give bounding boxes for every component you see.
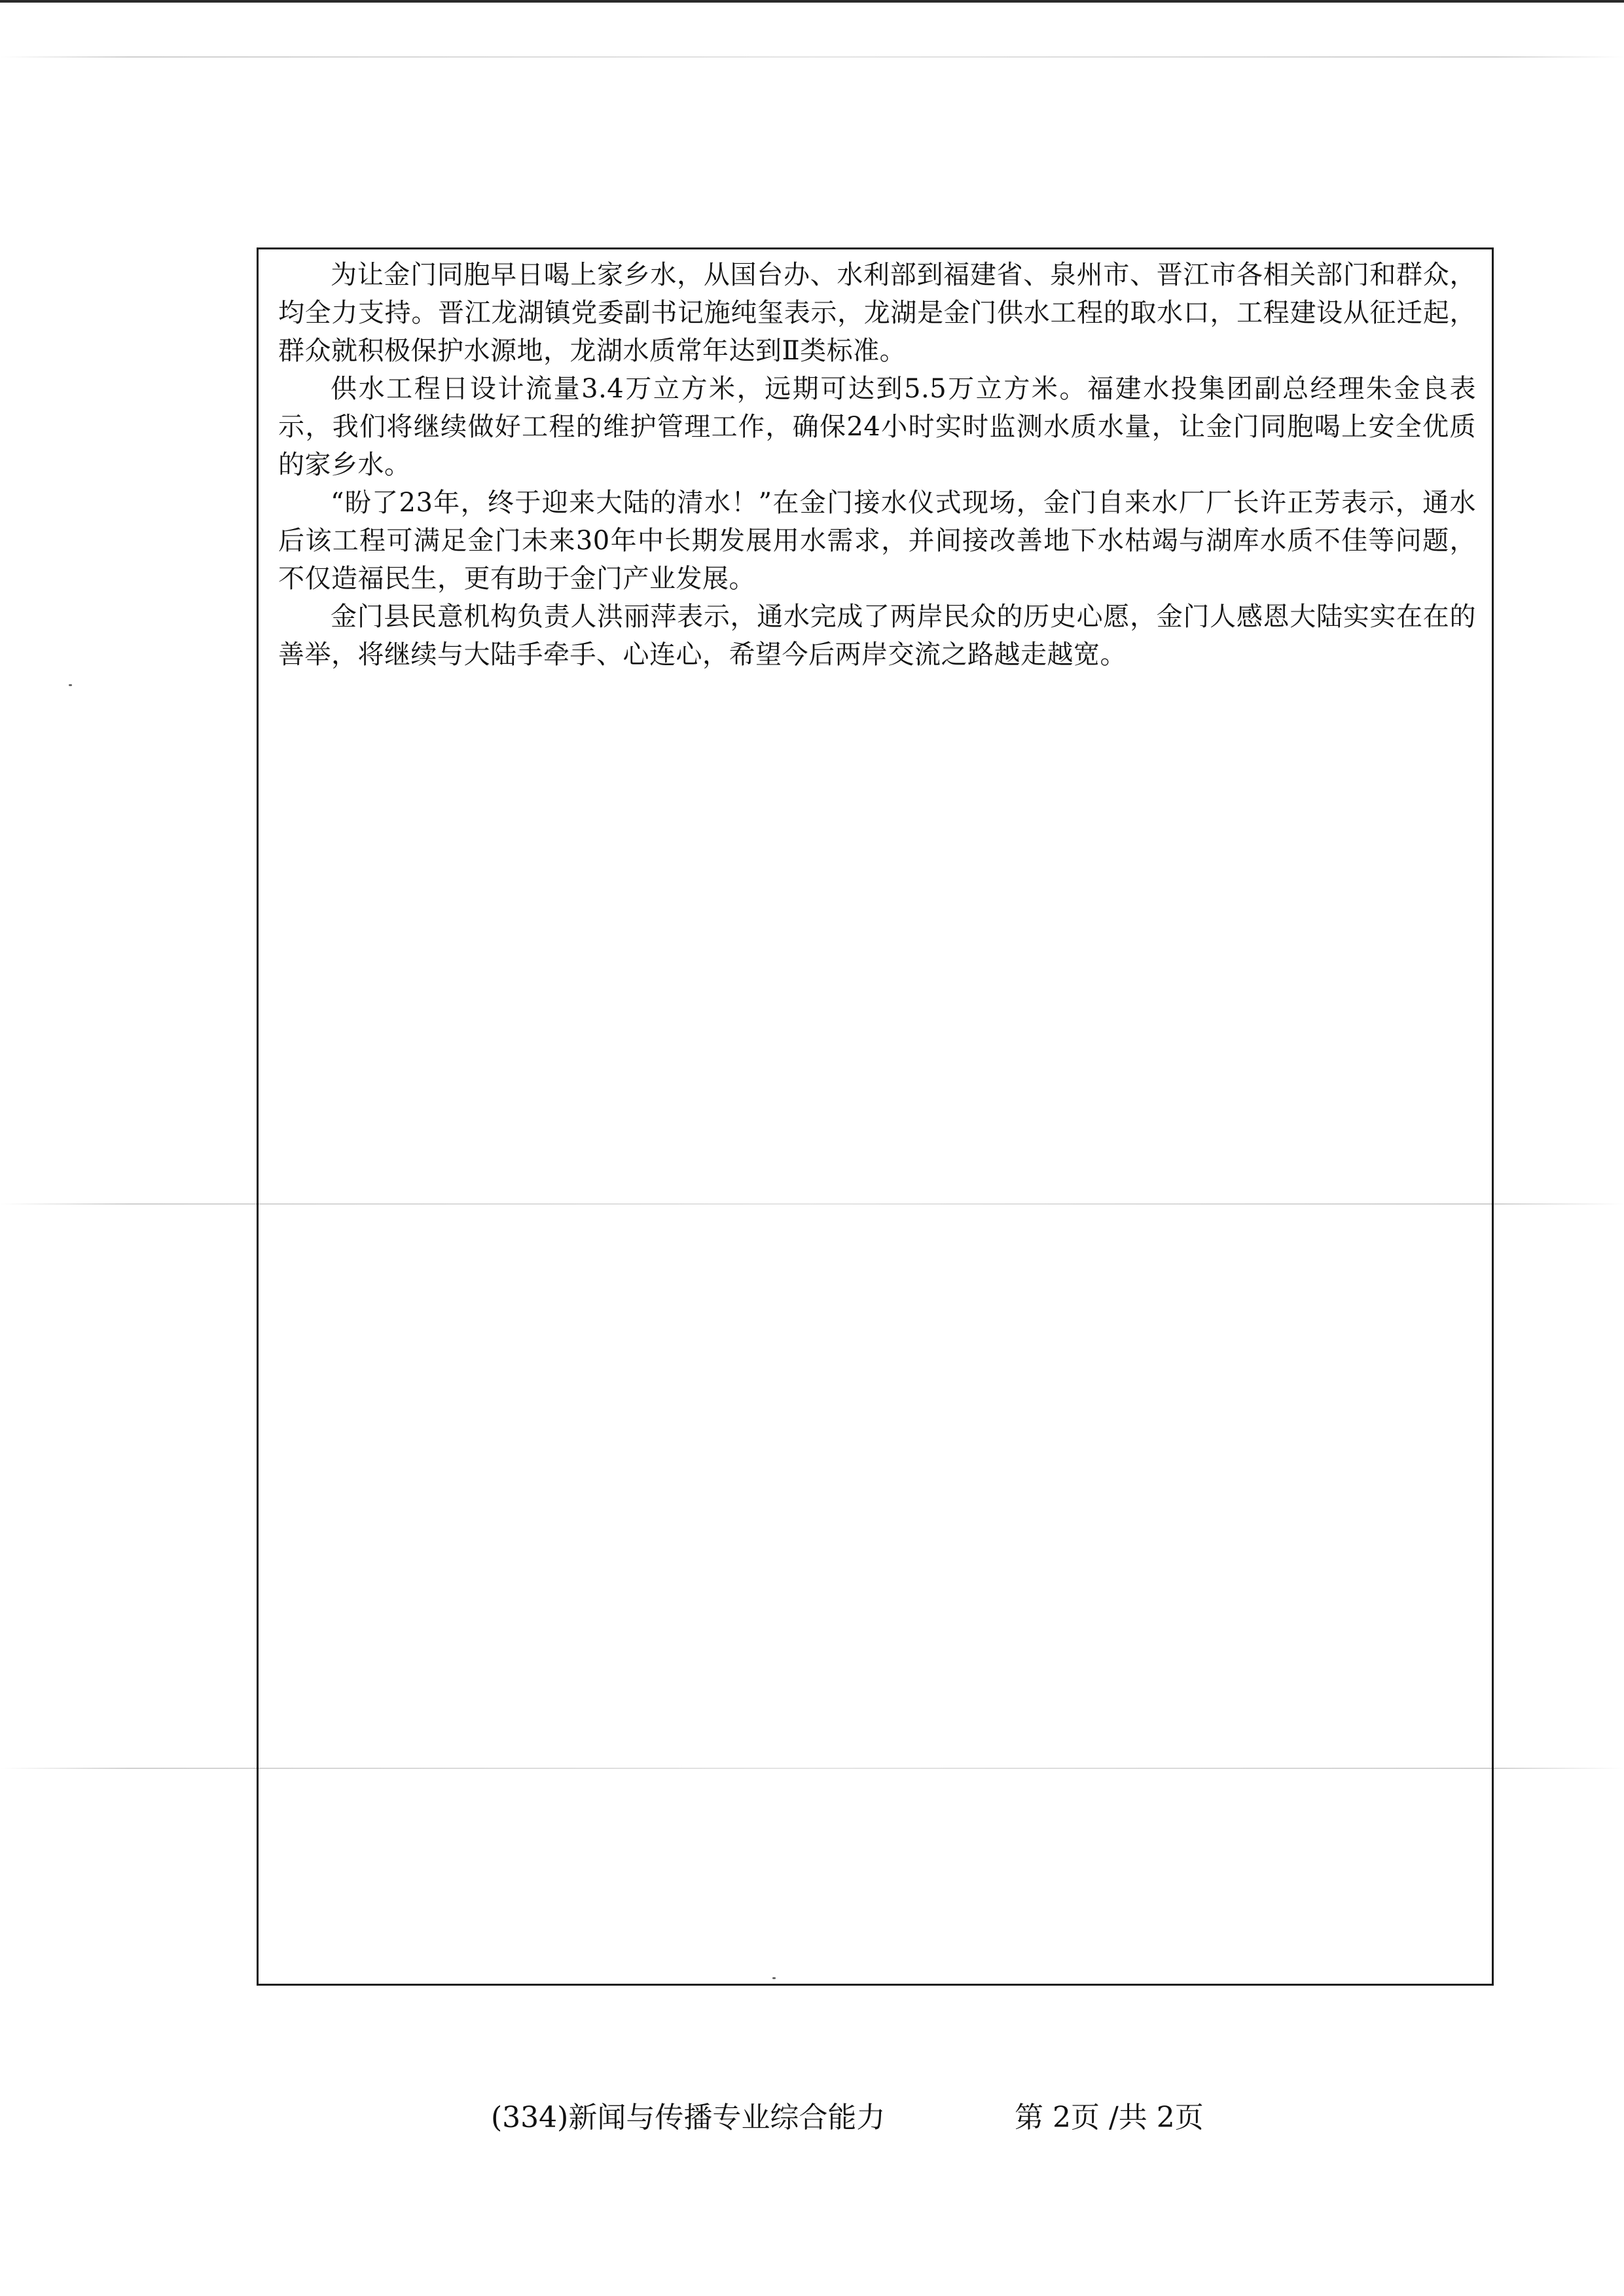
article-paragraph-2: 供水工程日设计流量3.4万立方米，远期可达到5.5万立方米。福建水投集团副总经理朱金良表示，我们将继续做好工程的维护管理工作，确保24小时实时监测水质水量，让金门同胞喝上安全优质的家乡水。 <box>278 374 1476 480</box>
page-number: 第 2页 /共 2页 <box>1015 2101 1204 2134</box>
exam-course-title: (334)新闻与传播专业综合能力 <box>491 2101 886 2134</box>
answer-box <box>257 247 1494 1986</box>
scan-top-edge <box>0 0 1624 3</box>
article-body <box>278 256 1476 674</box>
article-paragraph-1: 为让金门同胞早日喝上家乡水，从国台办、水利部到福建省、泉州市、晋江市各相关部门和群众，均全力支持。晋江龙湖镇党委副书记施纯玺表示，龙湖是金门供水工程的取水口，工程建设从征迁起，群众就积极保护水源地，龙湖水质常年达到Ⅱ类标准。 <box>278 260 1476 366</box>
page-footer <box>0 2098 1624 2138</box>
article-paragraph-4: 金门县民意机构负责人洪丽萍表示，通水完成了两岸民众的历史心愿，金门人感恩大陆实实在在的善举，将继续与大陆手牵手、心连心，希望今后两岸交流之路越走越宽。 <box>278 602 1476 670</box>
scan-speck <box>69 684 72 686</box>
paper-fold-line <box>0 56 1624 58</box>
article-paragraph-3: “盼了23年，终于迎来大陆的清水！”在金门接水仪式现场，金门自来水厂厂长许正芳表示，通水后该工程可满足金门未来30年中长期发展用水需求，并间接改善地下水枯竭与湖库水质不佳等问题，不仅造福民生，更有助于金门产业发展。 <box>278 488 1476 594</box>
